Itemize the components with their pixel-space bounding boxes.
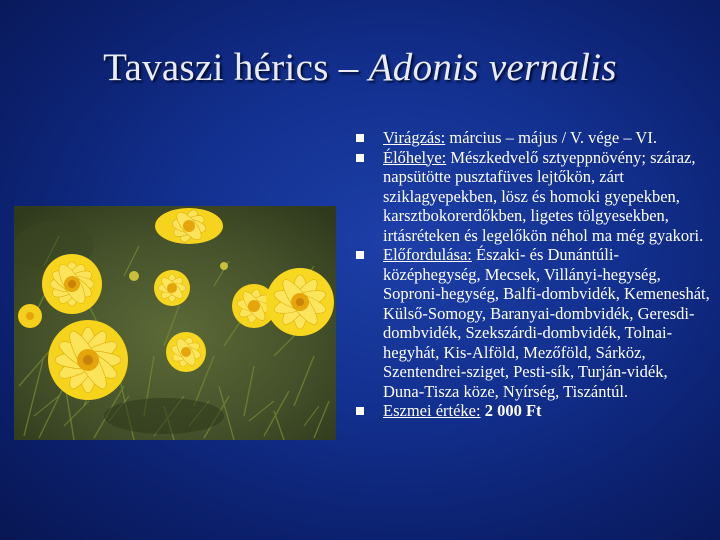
- bullet-square-icon: [356, 251, 364, 259]
- bullet-square-icon: [356, 154, 364, 162]
- bullet-label-value: Eszmei értéke:: [383, 401, 481, 420]
- bullet-text-flowering: március – május / V. vége – VI.: [445, 128, 657, 147]
- bullet-square-icon: [356, 407, 364, 415]
- bullet-label-flowering: Virágzás:: [383, 128, 446, 147]
- bullet-label-habitat: Élőhelye:: [383, 147, 447, 167]
- info-bullet-list: [355, 128, 711, 421]
- slide-title: [0, 44, 720, 92]
- bullet-flowering: [355, 128, 711, 148]
- bullet-occurrence: [355, 245, 711, 401]
- bullet-square-icon: [356, 134, 364, 142]
- bullet-text-habitat: Mészkedvelő sztyeppnövény; száraz, napsütötte pusztafüves lejtőkön, zárt sziklagyepekben, lösz és homoki gyepekben, karsztbokorerdőkben, ligetes tölgyesekben, irtásréteken és legelőkön néhol ma még gyakori.: [383, 147, 704, 245]
- flower-photo: [14, 206, 336, 440]
- bullet-value-amount: 2 000 Ft: [484, 401, 542, 420]
- bullet-habitat: [355, 148, 711, 246]
- bullet-value: [355, 401, 711, 421]
- bullet-label-occurrence: Előfordulása:: [383, 245, 472, 264]
- title-common-name: Tavaszi hérics –: [103, 46, 369, 89]
- bullet-text-occurrence: Északi- és Dunántúli-középhegység, Mecsek, Villányi-hegység, Soproni-hegység, Balfi-dombvidék, Kemeneshát, Külső-Somogy, Baranyai-dombvidék, Geresdi-dombvidék, Szekszárdi-dombvidék, Tolnai-hegyhát, Kis-Alföld, Mezőföld, Sárköz, Szentendrei-sziget, Pesti-sík, Turján-vidék, Duna-Tisza köze, Nyírség, Tiszántúl.: [383, 245, 710, 401]
- title-latin-name: Adonis vernalis: [368, 46, 617, 89]
